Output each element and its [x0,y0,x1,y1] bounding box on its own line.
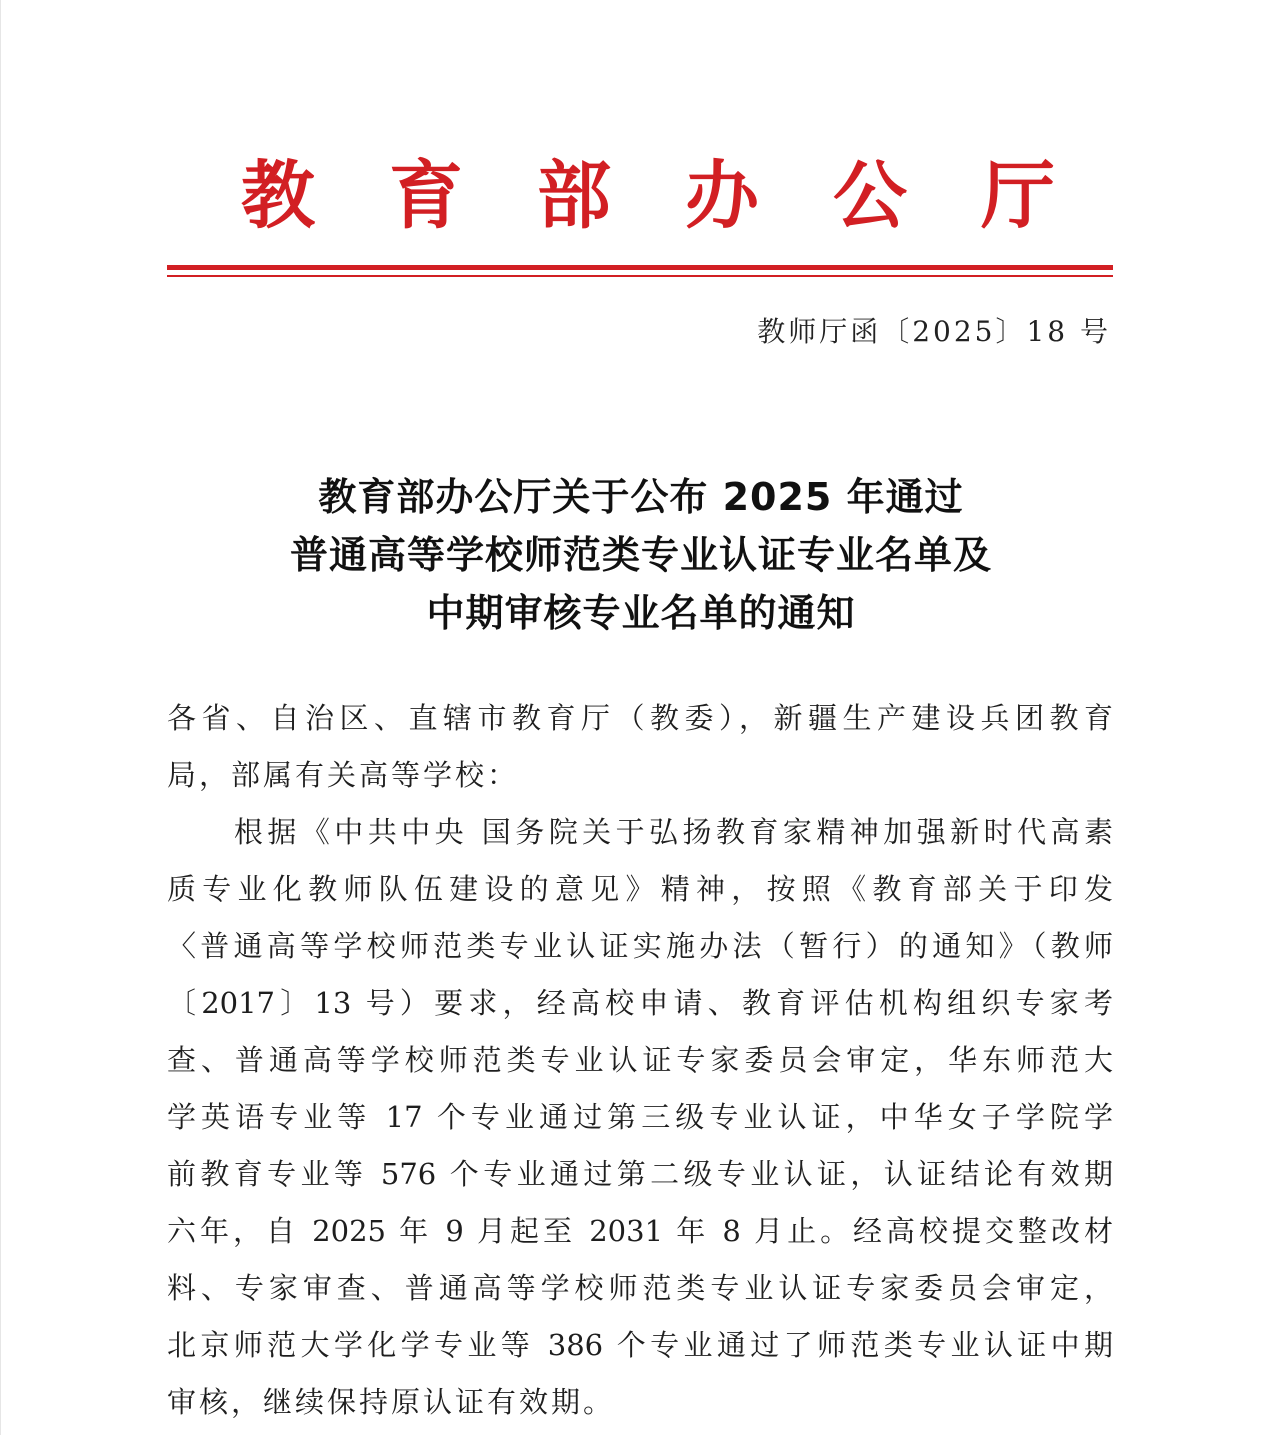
body-line: 质专业化教师队伍建设的意见》精神，按照《教育部关于印发 [167,872,1113,906]
body-line: 前教育专业等 576 个专业通过第二级专业认证，认证结论有效期 [167,1157,1113,1191]
notice-body [167,690,1113,1431]
body-line: 审核，继续保持原认证有效期。 [167,1385,616,1419]
red-divider-thick [167,265,1113,270]
body-line: 六年，自 2025 年 9 月起至 2031 年 8 月止。经高校提交整改材 [167,1214,1113,1248]
body-line: 〔2017〕13 号）要求，经高校申请、教育评估机构组织专家考 [167,986,1113,1020]
title-line: 教育部办公厅关于公布 2025 年通过 [318,475,964,519]
body-line: 局，部属有关高等学校： [167,758,520,792]
document-number: 教师厅函〔2025〕18 号 [757,315,1111,348]
body-line: 〈普通高等学校师范类专业认证实施办法（暂行）的通知》（教师 [167,929,1113,963]
masthead-title: 教育部办公厅 [241,153,1129,239]
body-line: 查、普通高等学校师范类专业认证专家委员会审定，华东师范大 [167,1043,1113,1077]
body-line: 各省、自治区、直辖市教育厅（教委），新疆生产建设兵团教育 [167,701,1113,735]
title-line: 普通高等学校师范类专业认证专业名单及 [289,533,992,577]
notice-title [141,468,1141,642]
red-divider-thin [167,275,1113,277]
body-line: 根据《中共中央 国务院关于弘扬教育家精神加强新时代高素 [167,815,1113,849]
body-line: 学英语专业等 17 个专业通过第三级专业认证，中华女子学院学 [167,1100,1113,1134]
body-line: 料、专家审查、普通高等学校师范类专业认证专家委员会审定， [167,1271,1113,1305]
body-line: 北京师范大学化学专业等 386 个专业通过了师范类专业认证中期 [167,1328,1113,1362]
title-line: 中期审核专业名单的通知 [426,591,856,635]
